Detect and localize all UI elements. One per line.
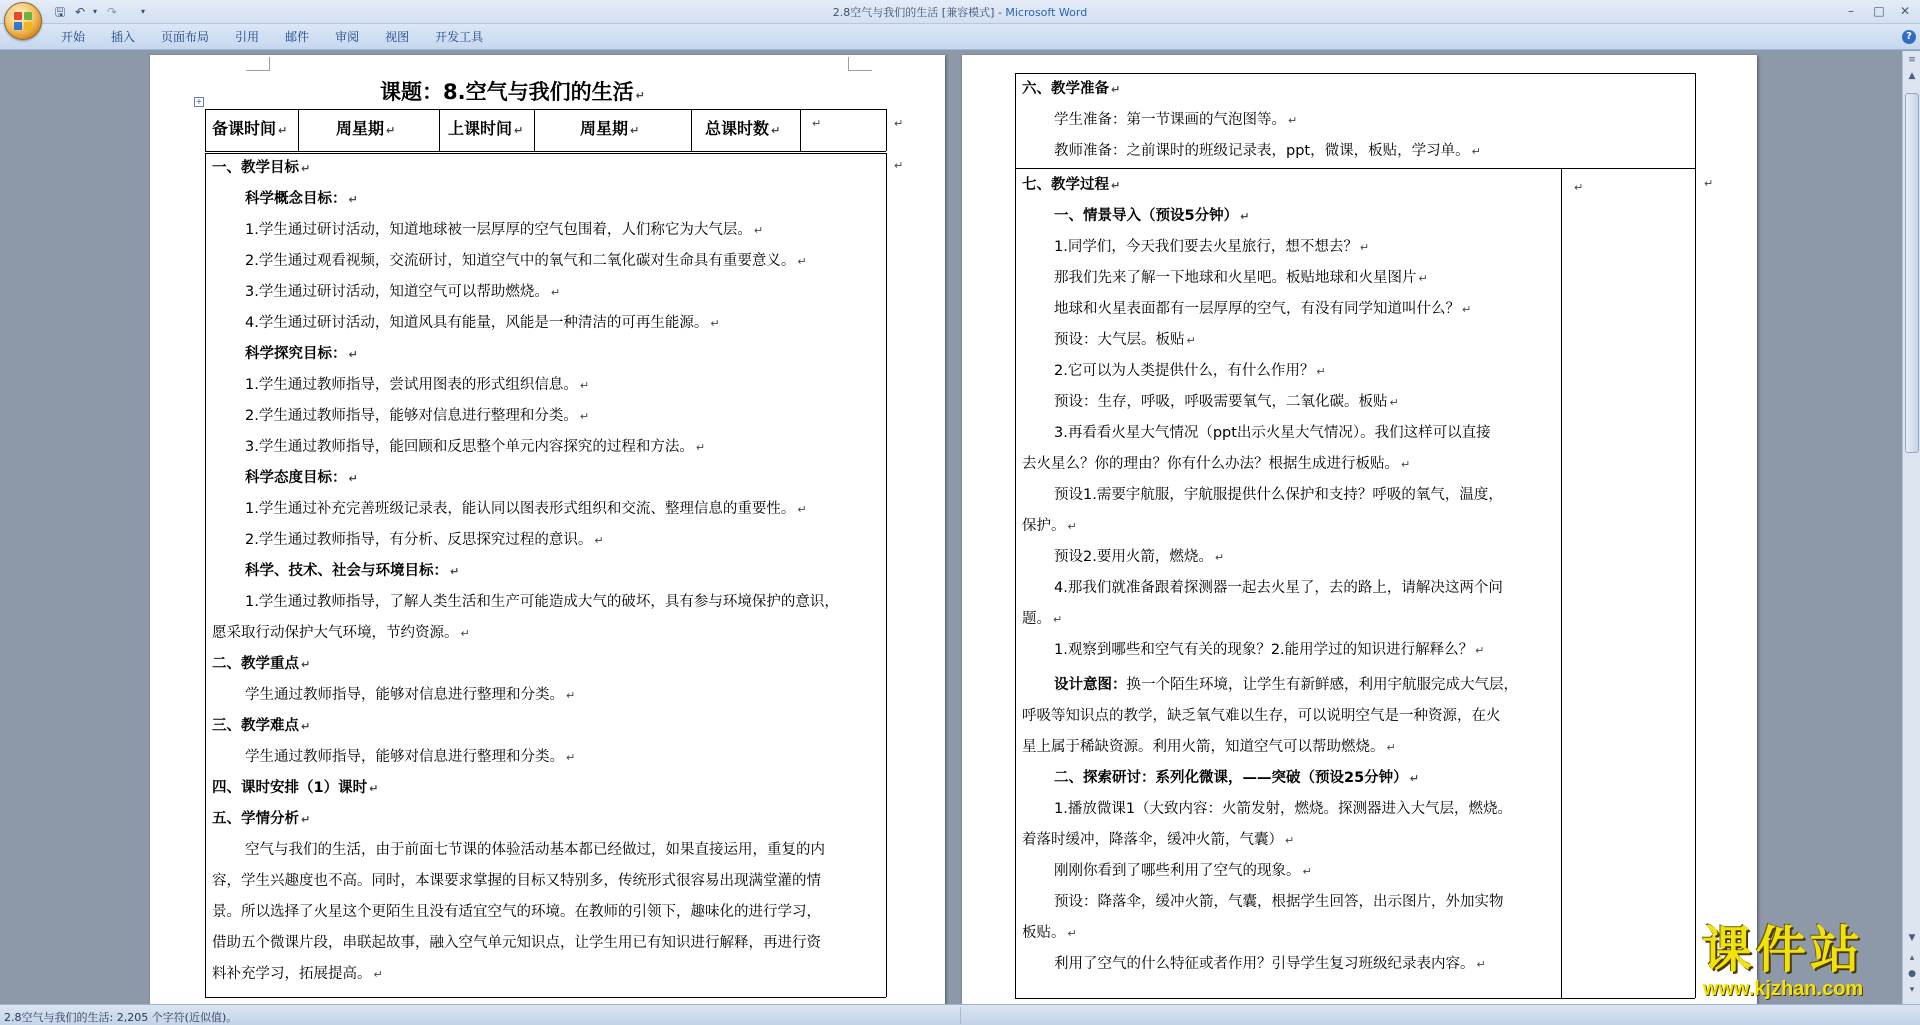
paragraph-line: 题。 ↵	[1022, 611, 1063, 627]
paragraph-line: 2.学生通过教师指导，能够对信息进行整理和分类。 ↵	[245, 408, 590, 424]
minimize-icon[interactable]: –	[1848, 4, 1854, 18]
table-border	[205, 153, 886, 154]
ribbon	[0, 24, 1920, 50]
sub-heading: 科学、技术、社会与环境目标： ↵	[245, 563, 460, 579]
section-heading: 五、学情分析 ↵	[212, 811, 311, 827]
paragraph-line: 1.同学们，今天我们要去火星旅行，想不想去？ ↵	[1054, 239, 1370, 255]
header-cell: 周星期 ↵	[580, 119, 640, 138]
watermark-url: www.kjzhan.com	[1702, 978, 1864, 1000]
sub-heading: 科学概念目标： ↵	[245, 191, 358, 207]
lesson-title: 课题：8.空气与我们的生活 ↵	[380, 80, 645, 104]
status-word-count[interactable]: 2.8空气与我们的生活: 2,205 个字符(近似值)。	[4, 1011, 238, 1024]
paragraph-line: 1.学生通过教师指导，尝试用图表的形式组织信息。 ↵	[245, 377, 590, 393]
row-mark: ↵	[1704, 177, 1714, 190]
paragraph-line: 愿采取行动保护大气环境，节约资源。 ↵	[212, 625, 470, 641]
title-bar	[0, 0, 1920, 24]
page-left[interactable]	[150, 55, 945, 1004]
vertical-scrollbar[interactable]	[1902, 51, 1920, 1004]
next-page-icon[interactable]: ▾	[1909, 985, 1915, 995]
paragraph-line: 景。所以选择了火星这个更陌生且没有适宜空气的环境。在教师的引领下，趣味化的进行学习，	[212, 904, 821, 920]
header-cell: 备课时间 ↵	[212, 119, 288, 138]
undo-icon[interactable]: ↶	[74, 5, 86, 19]
paragraph-line: 预设：生存，呼吸，呼吸需要氧气，二氧化碳。板贴 ↵	[1054, 394, 1399, 410]
paragraph-line: 2.它可以为人类提供什么，有什么作用？ ↵	[1054, 363, 1326, 379]
paragraph-line: 借助五个微课片段，串联起故事，融入空气单元知识点，让学生用已有知识进行解释，再进行资	[212, 935, 821, 951]
document-name: 2.8空气与我们的生活 [兼容模式]	[832, 6, 995, 19]
close-icon[interactable]: ✕	[1899, 4, 1911, 18]
undo-dropdown-icon[interactable]: ▾	[92, 7, 97, 16]
paragraph-line: 4.学生通过研讨活动，知道风具有能量，风能是一种清洁的可再生能源。 ↵	[245, 315, 720, 331]
sub-heading: 一、情景导入（预设5分钟） ↵	[1054, 208, 1250, 224]
paragraph-line: 呼吸等知识点的教学，缺乏氧气难以生存，可以说明空气是一种资源，在火	[1022, 708, 1501, 724]
tab-page-layout[interactable]: 页面布局	[161, 30, 210, 44]
paragraph-line: 教师准备：之前课时的班级记录表，ppt，微课，板贴，学习单。 ↵	[1054, 143, 1481, 159]
document-workspace[interactable]	[0, 51, 1902, 1004]
paragraph-line: 3.学生通过教师指导，能回顾和反思整个单元内容探究的过程和方法。 ↵	[245, 439, 706, 455]
table-move-handle-icon[interactable]: +	[195, 97, 203, 106]
help-icon[interactable]: ?	[1902, 30, 1916, 44]
section-heading: 三、教学难点 ↵	[212, 718, 311, 734]
paragraph-line: 去火星么？你的理由？你有什么办法？根据生成进行板贴。 ↵	[1022, 456, 1411, 472]
paragraph-line: 空气与我们的生活，由于前面七节课的体验活动基本都已经做过，如果直接运用，重复的内	[245, 842, 825, 858]
maximize-icon[interactable]: □	[1873, 4, 1885, 18]
table-border	[205, 109, 206, 151]
status-separator	[960, 1007, 961, 1024]
paragraph-line: 预设1.需要宇航服，宇航服提供什么保护和支持？呼吸的氧气，温度，	[1054, 487, 1503, 503]
paragraph-line: 学生准备：第一节课画的气泡图等。 ↵	[1054, 112, 1298, 128]
table-border	[1015, 998, 1695, 999]
section-heading: 一、教学目标 ↵	[212, 160, 311, 176]
paragraph-line: 利用了空气的什么特征或者作用？引导学生复习班级纪录表内容。 ↵	[1054, 956, 1486, 972]
tab-view[interactable]: 视图	[385, 30, 410, 44]
tab-insert[interactable]: 插入	[111, 30, 136, 44]
paragraph-line: 地球和火星表面都有一层厚厚的空气，有没有同学知道叫什么？ ↵	[1054, 301, 1472, 317]
paragraph-line: 2.学生通过教师指导，有分析、反思探究过程的意识。 ↵	[245, 532, 604, 548]
table-border	[886, 109, 887, 151]
table-border	[205, 997, 886, 998]
table-border	[1015, 73, 1695, 74]
section-heading: 二、教学重点 ↵	[212, 656, 311, 672]
table-border	[886, 153, 887, 997]
paragraph-line: 1.学生通过补充完善班级记录表，能认同以图表形式组织和交流、整理信息的重要性。 ↵	[245, 501, 807, 517]
window-title	[0, 4, 1920, 20]
paragraph-line: 预设：降落伞，缓冲火箭，气囊，根据学生回答，出示图片，外加实物	[1054, 894, 1504, 910]
table-border	[1561, 168, 1562, 998]
sub-heading: 科学探究目标： ↵	[245, 346, 358, 362]
table-border	[439, 109, 440, 151]
paragraph-line: 1.播放微课1（大致内容：火箭发射，燃烧。探测器进入大气层，燃烧。	[1054, 801, 1513, 817]
table-border	[205, 109, 886, 110]
design-intent-line: 设计意图：换一个陌生环境，让学生有新鲜感，利用宇航服完成大气层，	[1054, 677, 1518, 693]
save-icon[interactable]: 🖫	[54, 5, 66, 19]
previous-page-icon[interactable]: ▴	[1909, 953, 1915, 963]
paragraph-line: 预设：大气层。板贴 ↵	[1054, 332, 1196, 348]
page-right[interactable]	[962, 55, 1757, 1004]
paragraph-line: 刚刚你看到了哪些利用了空气的现象。 ↵	[1054, 863, 1312, 879]
tab-developer[interactable]: 开发工具	[435, 30, 484, 44]
paragraph-line: 星上属于稀缺资源。利用火箭，知道空气可以帮助燃烧。 ↵	[1022, 739, 1396, 755]
table-border	[1695, 73, 1696, 998]
office-logo-icon	[14, 12, 34, 32]
ruler-toggle-icon[interactable]: ≡	[1908, 55, 1916, 65]
scroll-up-icon[interactable]: ▲	[1908, 71, 1916, 81]
paragraph-line: 2.学生通过观看视频，交流研讨，知道空气中的氧气和二氧化碳对生命具有重要意义。 ↵	[245, 253, 807, 269]
tab-mailings[interactable]: 邮件	[285, 30, 310, 44]
paragraph-line: 那我们先来了解一下地球和火星吧。板贴地球和火星图片 ↵	[1054, 270, 1428, 286]
browse-object-icon[interactable]: ●	[1908, 969, 1916, 979]
watermark	[1663, 922, 1903, 1002]
table-border	[800, 109, 801, 151]
status-bar	[0, 1004, 1920, 1025]
paragraph-line: 4.那我们就准备跟着探测器一起去火星了，去的路上，请解决这两个问	[1054, 580, 1503, 596]
tab-references[interactable]: 引用	[235, 30, 260, 44]
customize-icon[interactable]: ▾	[140, 7, 145, 16]
cell-mark: ↵	[812, 117, 822, 130]
design-intent-label: 设计意图：	[1054, 677, 1127, 693]
paragraph-line: 1.学生通过研讨活动，知道地球被一层厚厚的空气包围着，人们称它为大气层。 ↵	[245, 222, 764, 238]
paragraph-line: 预设2.要用火箭，燃烧。 ↵	[1054, 549, 1225, 565]
row-mark: ↵	[894, 159, 904, 172]
table-border	[534, 109, 535, 151]
app-name: Microsoft Word	[1005, 6, 1088, 19]
sub-heading: 二、探索研讨：系列化微课，——突破（预设25分钟） ↵	[1054, 770, 1419, 786]
table-border	[205, 153, 206, 997]
section-heading: 四、课时安排（1）课时 ↵	[212, 780, 379, 796]
cell-mark: ↵	[1574, 181, 1584, 194]
tab-review[interactable]: 审阅	[335, 30, 360, 44]
table-border	[1015, 168, 1695, 169]
paragraph-line: 学生通过教师指导，能够对信息进行整理和分类。 ↵	[245, 687, 576, 703]
paragraph-line: 料补充学习，拓展提高。 ↵	[212, 966, 383, 982]
paragraph-line: 3.再看看火星大气情况（ppt出示火星大气情况）。我们这样可以直接	[1054, 425, 1491, 441]
row-mark: ↵	[894, 117, 904, 130]
header-cell: 上课时间 ↵	[448, 119, 524, 138]
crop-mark	[246, 57, 270, 71]
scroll-down-icon[interactable]: ▼	[1908, 933, 1916, 943]
paragraph-line: 1.学生通过教师指导，了解人类生活和生产可能造成大气的破坏，具有参与环境保护的意识，	[245, 594, 839, 610]
office-button[interactable]	[4, 2, 42, 40]
table-border	[205, 151, 886, 152]
header-cell: 总课时数 ↵	[705, 119, 781, 138]
sub-heading: 科学态度目标： ↵	[245, 470, 358, 486]
ribbon-tabs	[48, 29, 496, 45]
paragraph-line: 保护。 ↵	[1022, 518, 1077, 534]
tab-home[interactable]: 开始	[61, 30, 86, 44]
paragraph-line: 3.学生通过研讨活动，知道空气可以帮助燃烧。 ↵	[245, 284, 561, 300]
watermark-title: 课件站	[1702, 921, 1864, 979]
table-border	[298, 109, 299, 151]
scrollbar-thumb[interactable]	[1905, 93, 1919, 453]
paragraph-line: 板贴。 ↵	[1022, 925, 1077, 941]
crop-mark	[848, 57, 872, 71]
paragraph-line: 学生通过教师指导，能够对信息进行整理和分类。 ↵	[245, 749, 576, 765]
section-heading: 六、教学准备 ↵	[1022, 81, 1121, 97]
paragraph-line: 着落时缓冲，降落伞，缓冲火箭，气囊） ↵	[1022, 832, 1295, 848]
paragraph-line: 容，学生兴趣度也不高。同时，本课要求掌握的目标又特别多，传统形式很容易出现满堂灌的情	[212, 873, 821, 889]
section-heading: 七、教学过程 ↵	[1022, 177, 1121, 193]
header-cell: 周星期 ↵	[336, 119, 396, 138]
redo-icon[interactable]: ↷	[106, 5, 118, 19]
table-border	[1015, 73, 1016, 998]
table-border	[691, 109, 692, 151]
title-separator: -	[994, 6, 1006, 19]
paragraph-line: 1.观察到哪些和空气有关的现象？2.能用学过的知识进行解释么？ ↵	[1054, 642, 1485, 658]
